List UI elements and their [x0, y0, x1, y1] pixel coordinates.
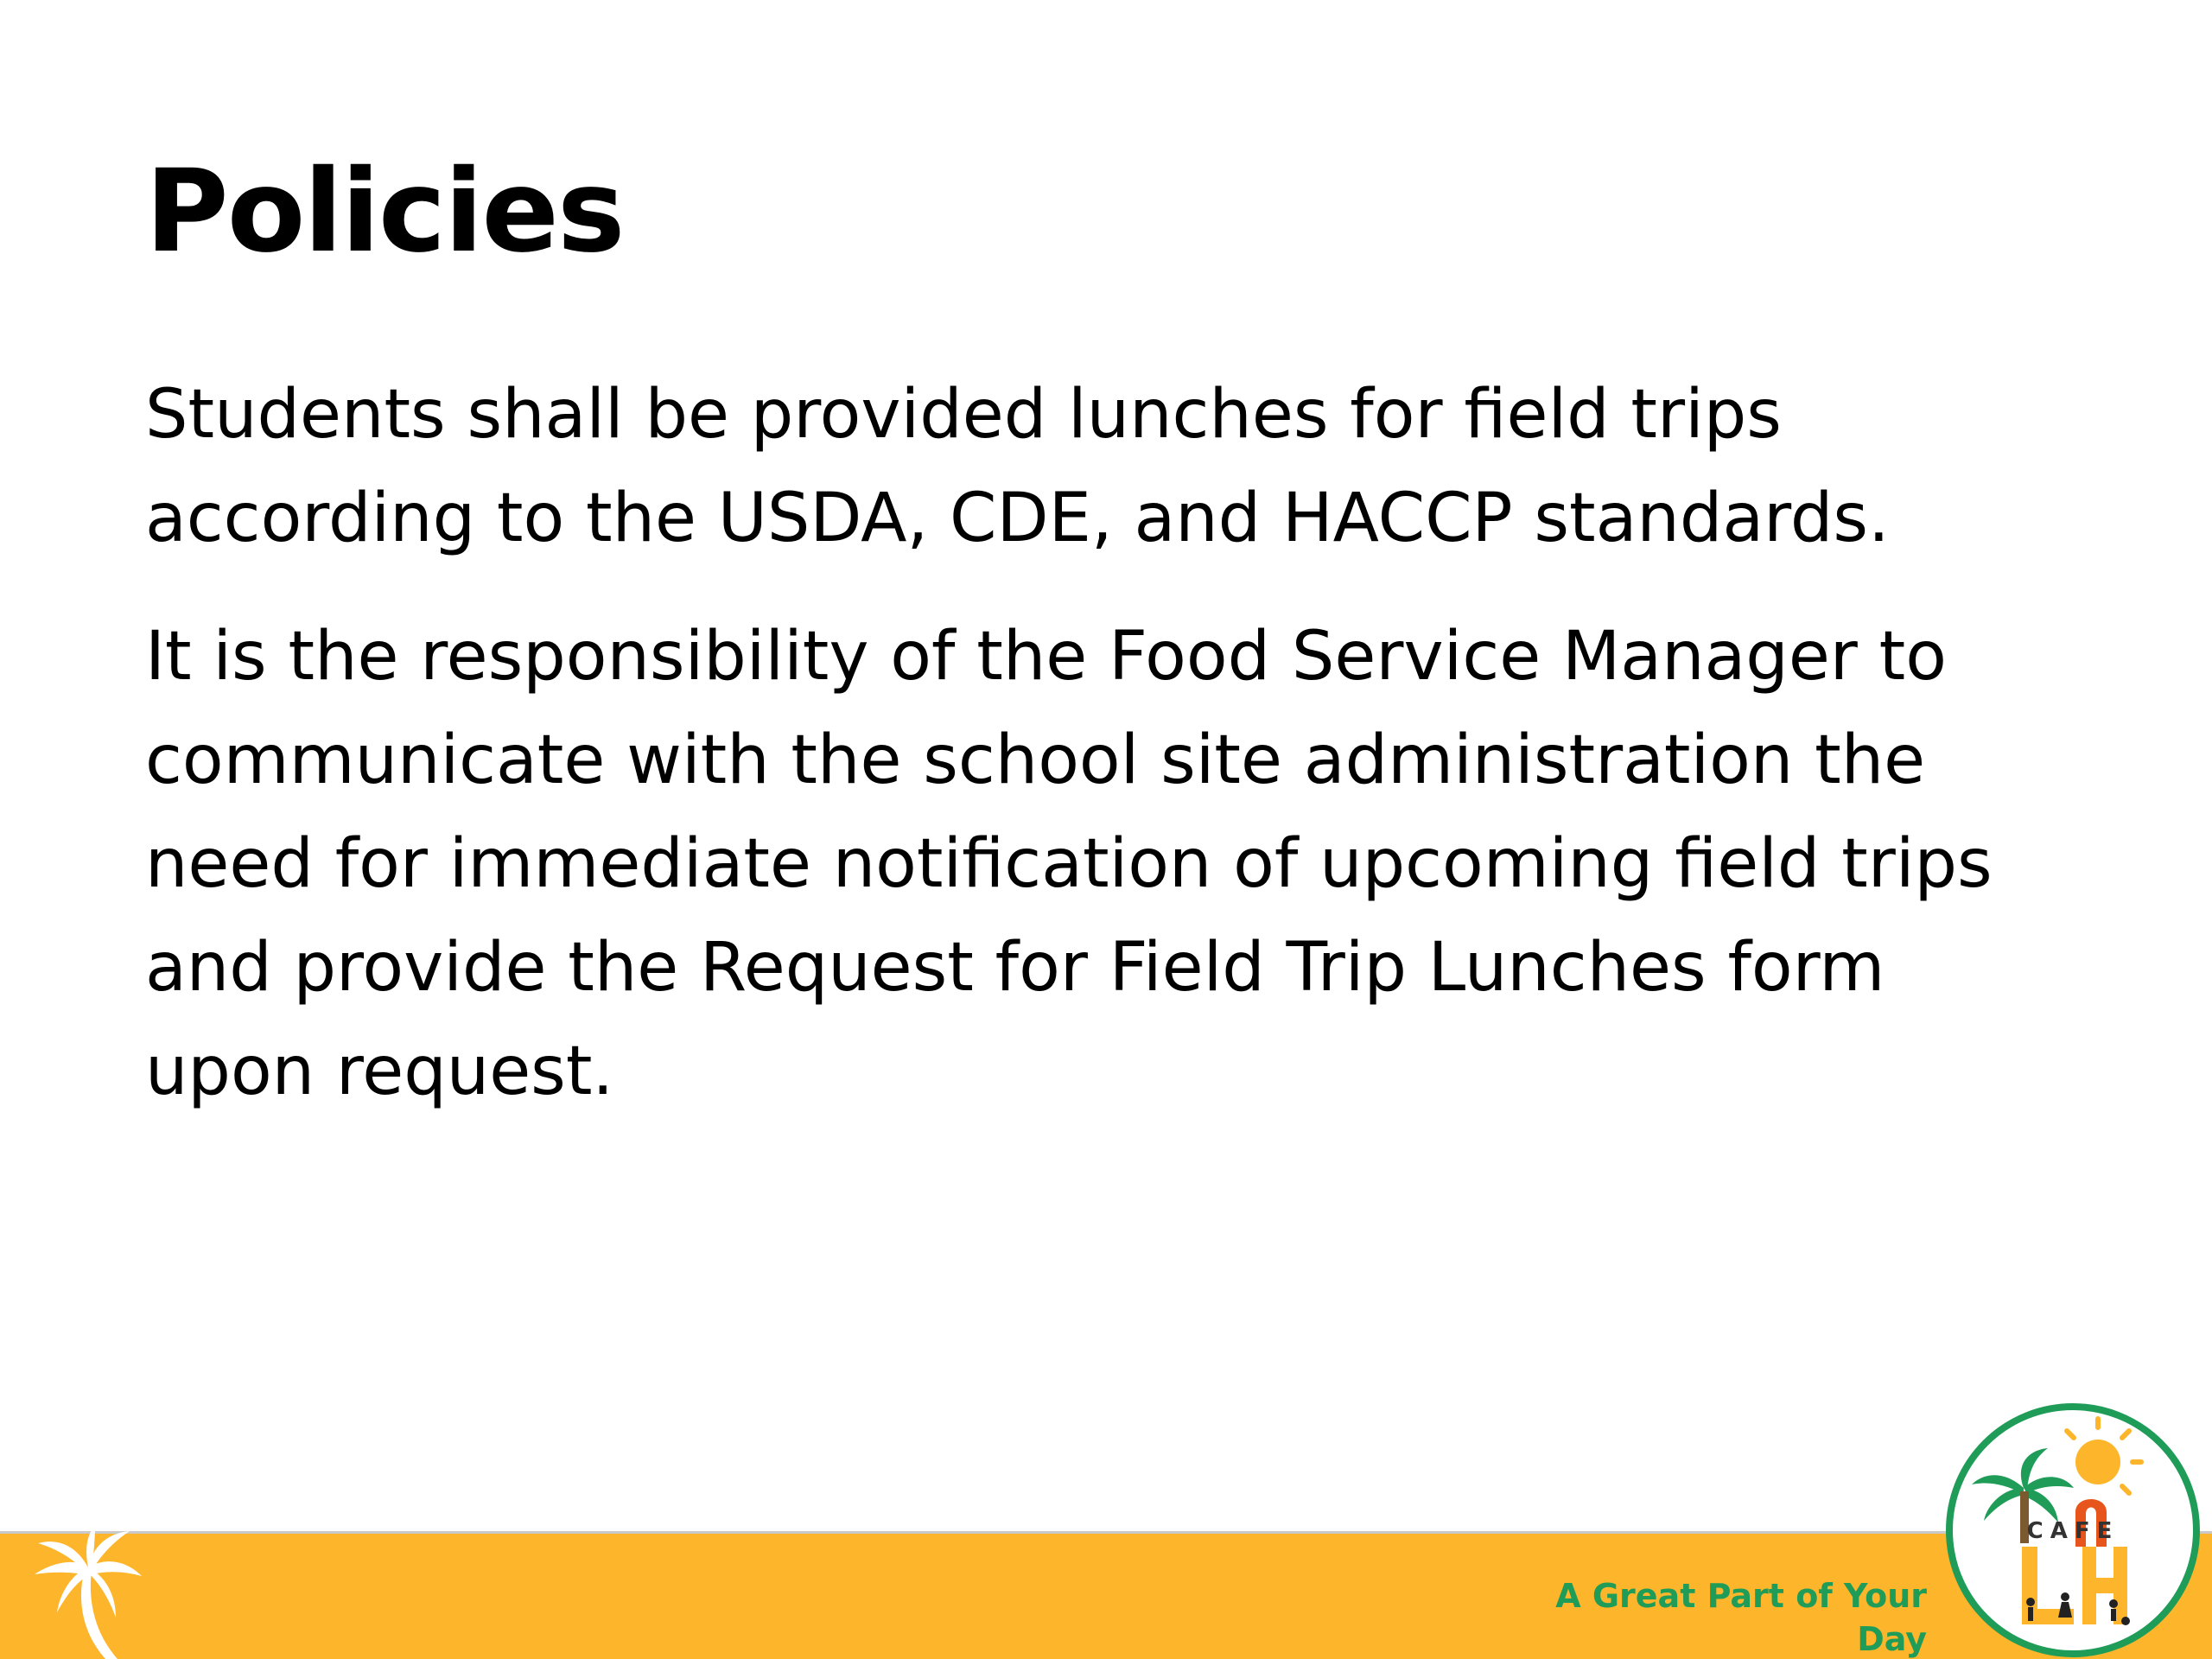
- palm-tree-icon: [26, 1526, 147, 1659]
- slide-title: Policies: [145, 145, 624, 278]
- footer-tagline: A Great Part of Your Day: [1555, 1577, 1927, 1658]
- paragraph-2: It is the responsibility of the Food Service Manager to communicate with the school site administration the need for immediate notification of upcoming field trips and provide the Request for Field Trip Lunches form upon request.: [145, 618, 1993, 1110]
- paragraph-1: Students shall be provided lunches for field trips according to the USDA, CDE, and HACCP standards.: [145, 376, 1890, 557]
- logo-text: CAFE: [2026, 1518, 2120, 1544]
- slide-body: [145, 363, 2003, 1123]
- cafe-logo: [1944, 1402, 2202, 1659]
